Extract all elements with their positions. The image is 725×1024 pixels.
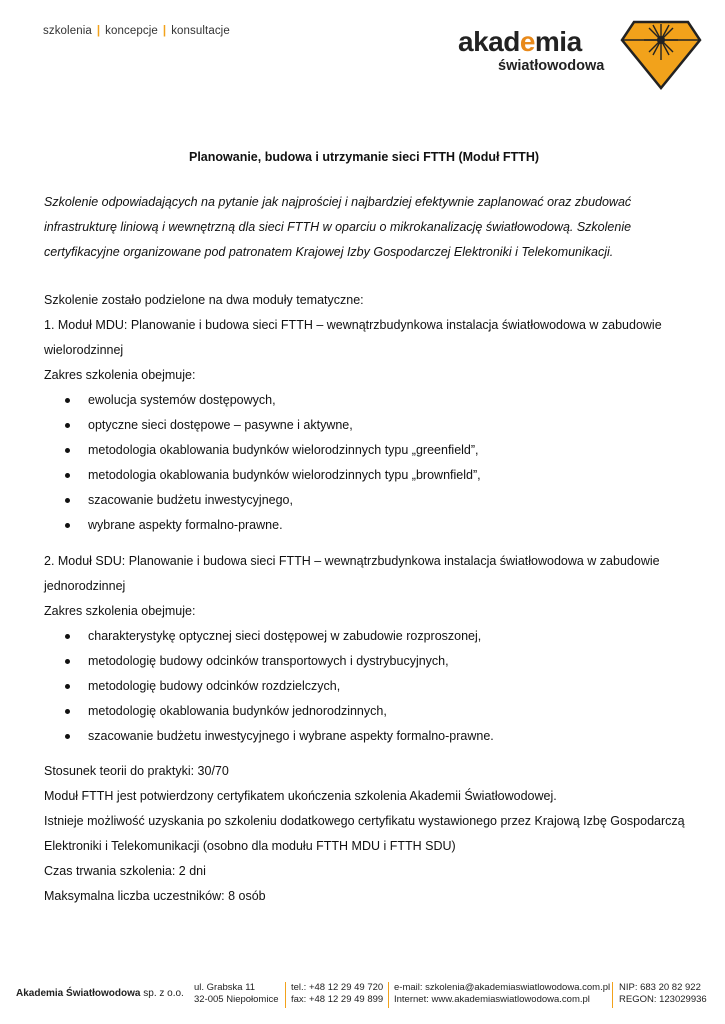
module2-heading: 2. Moduł SDU: Planowanie i budowa sieci FTTH – wewnątrzbudynkowa instalacja światłowodowa w zabudowie [44, 554, 660, 568]
module1-scope-label: Zakres szkolenia obejmuje: [44, 368, 196, 382]
tagline-item: koncepcje [105, 25, 158, 37]
company-logo [458, 16, 718, 88]
footer-registry [619, 982, 707, 1006]
modules-intro: Szkolenie zostało podzielone na dwa moduły tematyczne: [44, 293, 364, 307]
footer-phones [291, 982, 383, 1006]
list-item: metodologię budowy odcinków transportowych i dystrybucyjnych, [44, 649, 684, 674]
tagline-separator: | [162, 25, 167, 37]
footer-street: ul. Grabska 11 [194, 982, 256, 993]
certificate-info: Moduł FTTH jest potwierdzony certyfikatem ukończenia szkolenia Akademii Światłowodowej. [44, 789, 557, 803]
document-title: Planowanie, budowa i utrzymanie sieci FTTH (Moduł FTTH) [188, 150, 540, 164]
bullet-icon [65, 473, 70, 478]
max-participants: Maksymalna liczba uczestników: 8 osób [44, 889, 266, 903]
footer-divider [612, 982, 613, 1008]
tagline-item: konsultacje [171, 25, 230, 37]
module2-list [44, 624, 684, 749]
list-item: metodologię budowy odcinków rozdzielczych, [44, 674, 684, 699]
module1-list [44, 388, 684, 538]
footer-website[interactable]: Internet: www.akademiaswiatlowodowa.com.pl [394, 994, 590, 1005]
bullet-icon [65, 734, 70, 739]
module2-heading-cont: jednorodzinnej [44, 579, 126, 593]
module2-section [44, 549, 684, 749]
theory-practice-ratio: Stosunek teorii do praktyki: 30/70 [44, 764, 229, 778]
bullet-icon [65, 423, 70, 428]
bullet-icon [65, 523, 70, 528]
page-footer [0, 978, 725, 1018]
list-item: szacowanie budżetu inwestycyjnego i wybrane aspekty formalno-prawne. [44, 724, 684, 749]
bullet-icon [65, 659, 70, 664]
diamond-laser-icon [620, 18, 702, 90]
footer-regon: REGON: 123029936 [619, 994, 707, 1005]
header-tagline [43, 25, 230, 37]
footer-company: Akademia Światłowodowa sp. z o.o. [16, 988, 184, 999]
module1-heading-cont: wielorodzinnej [44, 343, 124, 357]
intro-paragraph [44, 190, 684, 265]
extra-certificate-info-cont: Elektroniki i Telekomunikacji (osobno dla modułu FTTH MDU i FTTH SDU) [44, 839, 456, 853]
logo-subtitle: światłowodowa [498, 58, 605, 74]
footer-divider [285, 982, 286, 1008]
intro-line: infrastrukturę liniową i wewnętrzną dla sieci FTTH w oparciu o mikrokanalizację światłowodową. Szkolenie [44, 220, 632, 234]
footer-email[interactable]: e-mail: szkolenia@akademiaswiatlowodowa.com.pl [394, 982, 611, 993]
tagline-item: szkolenia [43, 25, 92, 37]
list-item: ewolucja systemów dostępowych, [44, 388, 684, 413]
footer-fax: fax: +48 12 29 49 899 [291, 994, 384, 1005]
training-duration: Czas trwania szkolenia: 2 dni [44, 864, 206, 878]
list-item: szacowanie budżetu inwestycyjnego, [44, 488, 684, 513]
list-item: metodologia okablowania budynków wielorodzinnych typu „brownfield”, [44, 463, 684, 488]
extra-certificate-info: Istnieje możliwość uzyskania po szkoleniu dodatkowego certyfikatu wystawionego przez Krajową Izbę Gospodarczą [44, 814, 685, 828]
list-item: metodologia okablowania budynków wielorodzinnych typu „greenfield”, [44, 438, 684, 463]
module1-section [44, 288, 684, 538]
logo-main-text: akademia [458, 26, 582, 57]
footer-address [194, 982, 279, 1006]
module1-heading: 1. Moduł MDU: Planowanie i budowa sieci FTTH – wewnątrzbudynkowa instalacja światłowodowa w zabudowie [44, 318, 662, 332]
summary-section [44, 759, 684, 909]
list-item: charakterystykę optycznej sieci dostępowej w zabudowie rozproszonej, [44, 624, 684, 649]
footer-city: 32-005 Niepołomice [194, 994, 279, 1005]
intro-line: certyfikacyjne organizowane pod patronatem Krajowej Izby Gospodarczej Elektroniki i Telekomunikacji. [44, 245, 614, 259]
footer-nip: NIP: 683 20 82 922 [619, 982, 701, 993]
list-item: wybrane aspekty formalno-prawne. [44, 513, 684, 538]
footer-divider [388, 982, 389, 1008]
bullet-icon [65, 684, 70, 689]
bullet-icon [65, 498, 70, 503]
footer-contact [394, 982, 610, 1006]
logo-wordmark [458, 28, 582, 56]
bullet-icon [65, 398, 70, 403]
bullet-icon [65, 634, 70, 639]
intro-line: Szkolenie odpowiadających na pytanie jak najprościej i najbardziej efektywnie zaplanować oraz zbudować [44, 195, 632, 209]
module2-scope-label: Zakres szkolenia obejmuje: [44, 604, 196, 618]
footer-tel: tel.: +48 12 29 49 720 [291, 982, 384, 993]
tagline-separator: | [96, 25, 101, 37]
bullet-icon [65, 448, 70, 453]
list-item: metodologię okablowania budynków jednorodzinnych, [44, 699, 684, 724]
bullet-icon [65, 709, 70, 714]
list-item: optyczne sieci dostępowe – pasywne i aktywne, [44, 413, 684, 438]
